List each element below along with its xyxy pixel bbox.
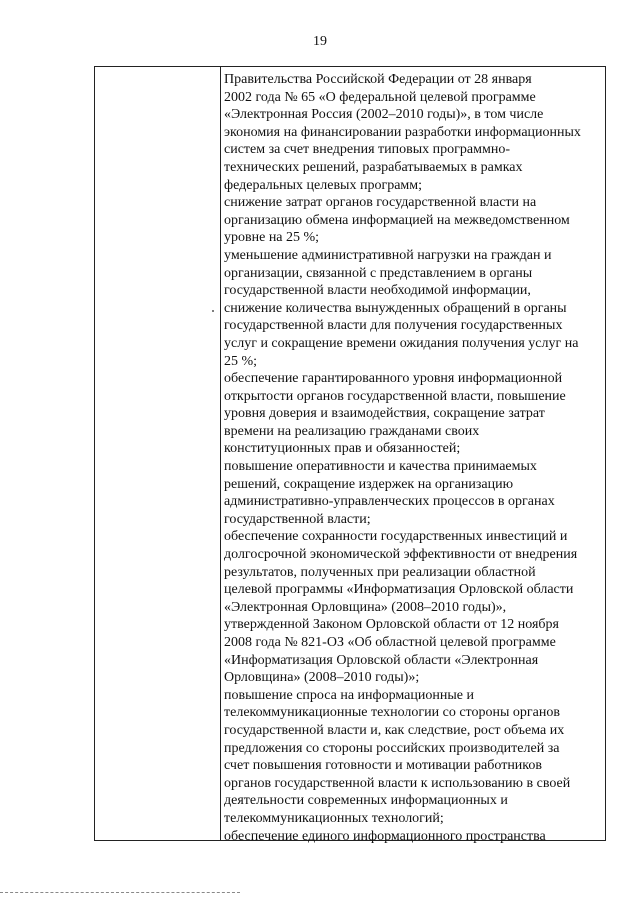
- text-line: административно-управленческих процессов в органах: [224, 494, 555, 510]
- text-line: конституционных прав и обязанностей;: [224, 441, 461, 457]
- text-line: телекоммуникационных технологий;: [224, 810, 444, 826]
- text-line: государственной власти;: [224, 511, 371, 527]
- text-line: снижение затрат органов государственной власти на: [224, 195, 537, 211]
- text-line: 25 %;: [224, 353, 258, 369]
- page-number: 19: [313, 34, 327, 49]
- text-line: государственной власти и, как следствие, рост объема их: [224, 722, 565, 738]
- text-line: предложения со стороны российских производителей за: [224, 740, 560, 756]
- text-line: открытости органов государственной власти, повышение: [224, 388, 566, 404]
- text-line: повышение оперативности и качества принимаемых: [224, 459, 537, 475]
- text-line: обеспечение гарантированного уровня информационной: [224, 371, 563, 387]
- scan-artifact-dot: [212, 310, 214, 312]
- text-line: 2002 года № 65 «О федеральной целевой программе: [224, 89, 536, 105]
- text-line: экономия на финансировании разработки информационных: [224, 124, 581, 140]
- text-line: уровне на 25 %;: [224, 230, 320, 246]
- text-line: органов государственной власти к использованию в своей: [224, 775, 571, 791]
- text-line: деятельности современных информационных и: [224, 793, 508, 809]
- text-line: Правительства Российской Федерации от 28 января: [224, 72, 532, 87]
- footer-dashed-rule: [0, 892, 240, 893]
- text-line: организации, связанной с представлением в органы: [224, 265, 533, 281]
- text-line: телекоммуникационные технологии со стороны органов: [224, 705, 560, 721]
- column-divider: [220, 67, 221, 840]
- text-line: государственной власти для получения государственных: [224, 318, 563, 334]
- text-line: снижение количества вынужденных обращений в органы: [224, 300, 567, 316]
- text-line: обеспечение сохранности государственных инвестиций и: [224, 529, 568, 545]
- text-line: 2008 года № 821-ОЗ «Об областной целевой программе: [224, 635, 556, 650]
- text-line: времени на реализацию гражданами своих: [224, 423, 480, 439]
- text-line: федеральных целевых программ;: [224, 177, 423, 193]
- text-line: услуг и сокращение времени ожидания получения услуг на: [224, 335, 579, 351]
- document-table: [94, 66, 606, 844]
- table-right-cell: [224, 71, 606, 845]
- text-line: утвержденной Законом Орловской области от 12 ноября: [224, 617, 559, 633]
- text-line: Орловщина» (2008–2010 годы)»;: [224, 670, 420, 686]
- text-line: повышение спроса на информационные и: [224, 687, 474, 703]
- text-line: счет повышения готовности и мотивации работников: [224, 758, 543, 774]
- text-line: «Электронная Орловщина» (2008–2010 годы)»,: [224, 599, 507, 615]
- text-line: долгосрочной экономической эффективности от внедрения: [224, 547, 578, 563]
- text-line: систем за счет внедрения типовых программно-: [224, 142, 510, 158]
- text-line: уменьшение административной нагрузки на граждан и: [224, 247, 552, 263]
- text-line: решений, сокращение издержек на организацию: [224, 476, 514, 492]
- text-line: обеспечение единого информационного пространства: [224, 828, 546, 844]
- text-line: результатов, полученных при реализации областной: [224, 564, 536, 580]
- table-left-cell: [95, 67, 220, 840]
- text-line: государственной власти необходимой информации,: [224, 283, 531, 299]
- text-line: технических решений, разрабатываемых в рамках: [224, 159, 523, 175]
- text-line: «Электронная Россия (2002–2010 годы)», в том числе: [224, 107, 544, 123]
- text-line: «Информатизация Орловской области «Электронная: [224, 652, 539, 668]
- text-line: целевой программы «Информатизация Орловской области: [224, 582, 574, 598]
- text-line: организацию обмена информацией на межведомственном: [224, 212, 570, 228]
- text-line: уровня доверия и взаимодействия, сокращение затрат: [224, 406, 545, 422]
